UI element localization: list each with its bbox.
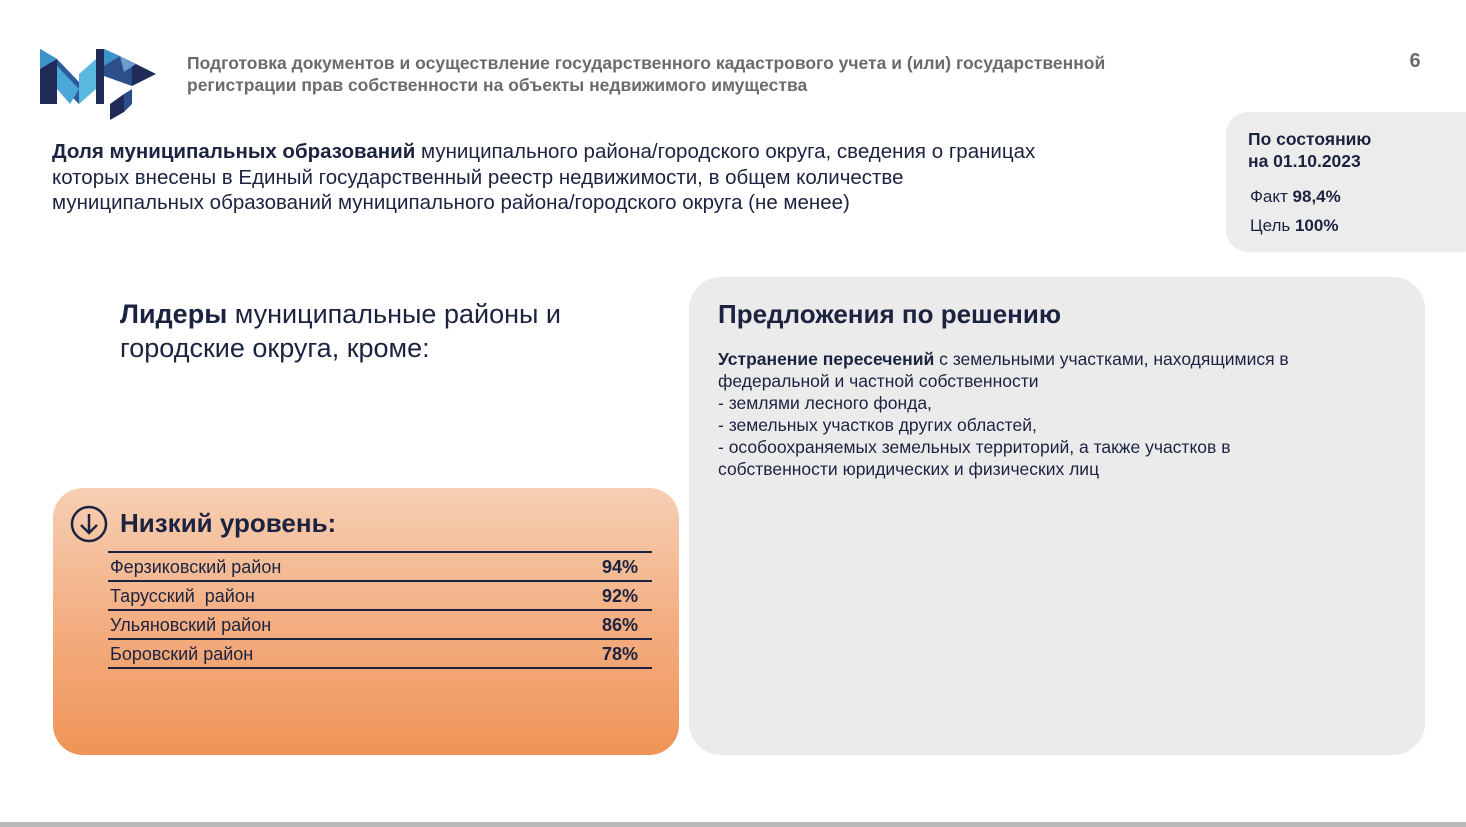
proposals-line1: с земельными участками, находящимися в xyxy=(934,349,1289,369)
status-fact xyxy=(1250,187,1341,207)
district-value: 78% xyxy=(601,644,638,664)
leaders-line2: городские округа, кроме: xyxy=(120,333,430,363)
low-level-table xyxy=(108,551,652,669)
leaders-bold: Лидеры xyxy=(120,299,228,329)
district-name: Тарусский район xyxy=(110,586,255,606)
header-title xyxy=(187,52,1227,96)
proposals-bold: Устранение пересечений xyxy=(718,349,935,369)
indicator-description xyxy=(52,139,1202,216)
arrow-down-circle-icon xyxy=(70,505,108,543)
table-row xyxy=(108,611,652,640)
indicator-bold: Доля муниципальных образований xyxy=(52,140,416,163)
table-row xyxy=(108,553,652,582)
proposals-panel xyxy=(689,277,1425,755)
goal-label: Цель xyxy=(1250,216,1295,235)
district-value: 94% xyxy=(601,557,638,577)
district-name: Боровский район xyxy=(110,644,254,664)
header-title-line1: Подготовка документов и осуществление государственного кадастрового учета и (или) государственной xyxy=(187,53,1106,73)
table-row xyxy=(108,640,652,669)
status-goal xyxy=(1250,216,1338,236)
leaders-heading xyxy=(120,297,640,365)
proposals-line6: собственности юридических и физических лиц xyxy=(718,459,1100,479)
district-value: 92% xyxy=(601,586,638,606)
district-value: 86% xyxy=(601,615,638,635)
leaders-line1: муниципальные районы и xyxy=(227,299,561,329)
goal-value: 100% xyxy=(1294,216,1339,235)
fact-value: 98,4% xyxy=(1292,187,1341,206)
low-level-title: Низкий уровень: xyxy=(120,508,337,538)
page-number: 6 xyxy=(1409,50,1421,72)
proposals-line2: федеральной и частной собственности xyxy=(718,371,1039,391)
indicator-line2: которых внесены в Единый государственный реестр недвижимости, в общем количестве xyxy=(52,165,904,189)
proposals-line3: - землями лесного фонда, xyxy=(718,393,932,413)
indicator-line3: муниципальных образований муниципального района/городского округа (не менее) xyxy=(52,191,850,214)
status-title xyxy=(1248,128,1448,172)
proposals-text xyxy=(718,348,1398,480)
status-title-line1: По состоянию xyxy=(1248,129,1372,149)
header-title-line2: регистрации прав собственности на объекты недвижимого имущества xyxy=(187,75,808,95)
district-name: Ульяновский район xyxy=(110,615,272,635)
status-title-line2: на 01.10.2023 xyxy=(1248,151,1361,171)
table-row xyxy=(108,582,652,611)
fact-label: Факт xyxy=(1250,187,1293,206)
district-name: Ферзиковский район xyxy=(110,557,282,577)
proposals-title: Предложения по решению xyxy=(718,299,1062,329)
low-level-panel xyxy=(53,488,679,755)
proposals-line5: - особоохраняемых земельных территорий, а также участков в xyxy=(718,437,1231,457)
indicator-line1: муниципального района/городского округа, сведения о границах xyxy=(415,140,1036,163)
status-box xyxy=(1226,112,1466,252)
mr-logo xyxy=(40,44,160,122)
proposals-line4: - земельных участков других областей, xyxy=(718,415,1037,435)
bottom-divider xyxy=(0,822,1466,827)
